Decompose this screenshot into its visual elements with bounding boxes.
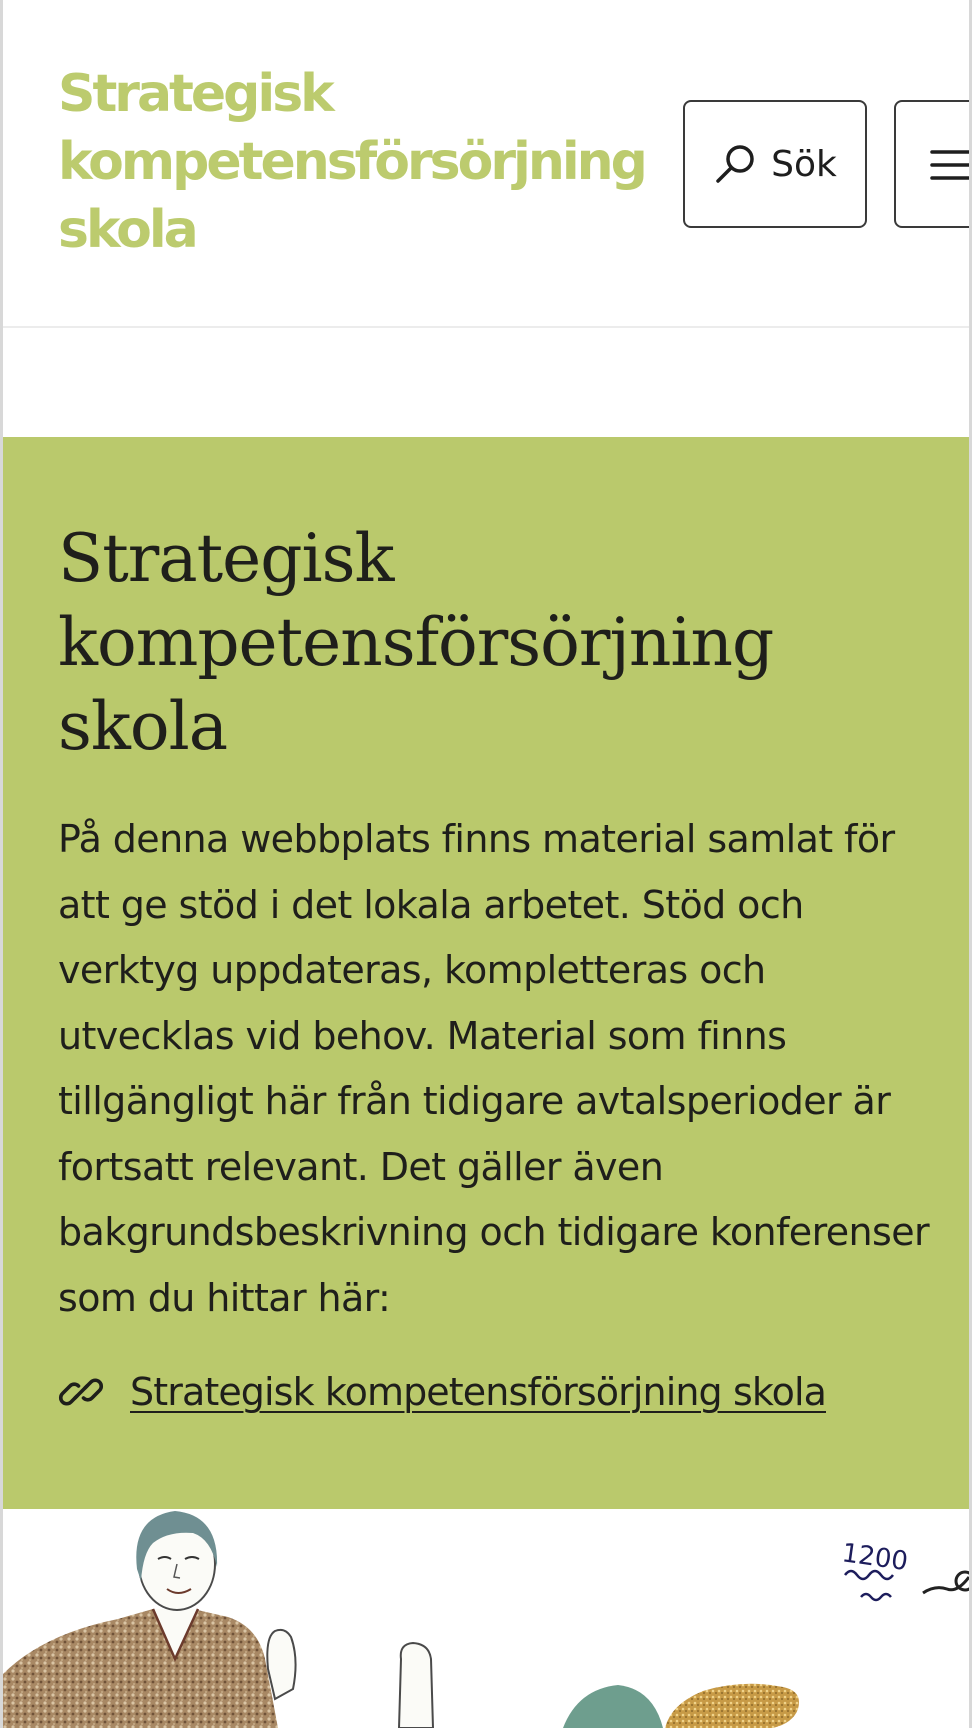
hero-text: På denna webbplats finns material samlat för att ge stöd i det lokala arbetet. Stöd och verktyg uppdateras, kompletteras och utvecklas vid behov. Material som finns tillgängligt här från tidigare avtalsperioder är fortsatt relevant. Det gäller även bakgrundsbeskrivning och tidigare konferenser som du hittar här: (58, 817, 930, 1320)
hero-link[interactable] (58, 1369, 826, 1415)
person-head (563, 1685, 663, 1728)
search-button[interactable] (683, 100, 867, 228)
svg-text:1200: 1200 (840, 1538, 910, 1578)
site-title-link[interactable]: Strategisk kompetensförsörjning skola (58, 64, 645, 260)
search-icon (713, 142, 757, 186)
hero-title: Strategisk kompetensförsörjning skola (58, 520, 774, 765)
handwritten-note (840, 1538, 969, 1600)
menu-button[interactable] (894, 100, 972, 228)
hero-link-label: Strategisk kompetensförsörjning skola (130, 1370, 826, 1414)
hero-illustration (3, 1509, 969, 1728)
hero-section (3, 437, 969, 1509)
woman-figure (3, 1511, 296, 1728)
gold-shape (665, 1684, 799, 1728)
search-button-label: Sök (771, 143, 837, 185)
site-header (3, 0, 969, 328)
raised-hand (399, 1643, 433, 1728)
link-icon (58, 1369, 104, 1415)
people-illustration (3, 1509, 969, 1728)
hamburger-menu-icon (930, 148, 972, 182)
